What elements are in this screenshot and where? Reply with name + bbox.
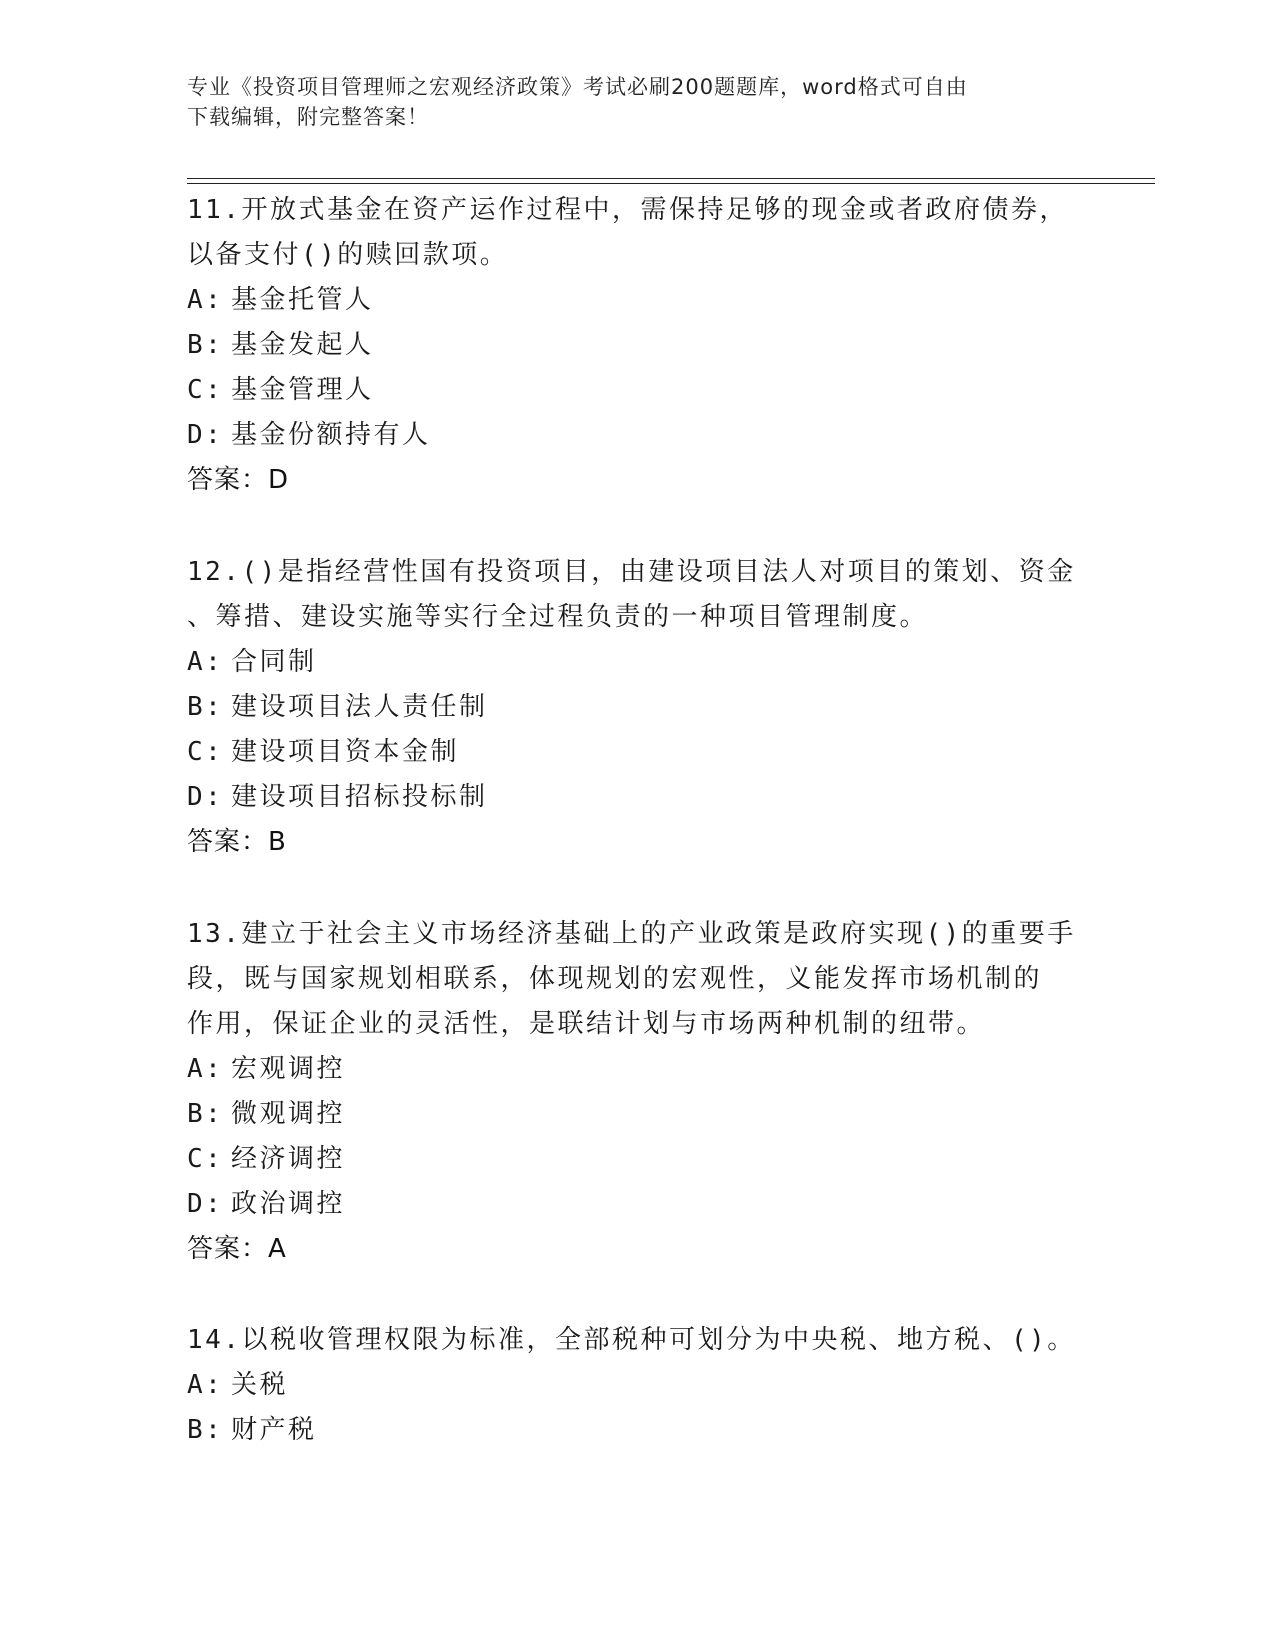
document-header	[187, 72, 1087, 132]
option-letter: C:	[187, 737, 224, 767]
option-text: 建设项目法人责任制	[231, 692, 488, 722]
option-letter: D:	[187, 782, 224, 812]
option-letter: B:	[187, 330, 224, 360]
option-text: 建设项目招标投标制	[231, 782, 488, 812]
question-stem-line: 11.开放式基金在资产运作过程中，需保持足够的现金或者政府债券，	[187, 195, 1068, 225]
option-text: 基金管理人	[231, 375, 374, 405]
question-stem-line: 、筹措、建设实施等实行全过程负责的一种项目管理制度。	[187, 602, 929, 632]
option-letter: B:	[187, 1415, 224, 1445]
question-stem-line: 段，既与国家规划相联系，体现规划的宏观性，义能发挥市场机制的	[187, 964, 1043, 994]
answer-line: 答案：B	[187, 827, 287, 857]
answer-line: 答案：A	[187, 1234, 287, 1264]
option-text: 基金发起人	[231, 330, 374, 360]
option-a	[187, 278, 1087, 323]
option-letter: A:	[187, 1370, 224, 1400]
option-c	[187, 368, 1087, 413]
question-stem-line: 13.建立于社会主义市场经济基础上的产业政策是政府实现()的重要手	[187, 919, 1076, 949]
option-letter: D:	[187, 420, 224, 450]
question-stem-line: 作用，保证企业的灵活性，是联结计划与市场两种机制的纽带。	[187, 1009, 986, 1039]
option-b	[187, 1408, 1087, 1453]
option-letter: C:	[187, 375, 224, 405]
question-stem-line: 12.()是指经营性国有投资项目，由建设项目法人对项目的策划、资金	[187, 557, 1076, 587]
option-b	[187, 323, 1087, 368]
option-text: 政治调控	[231, 1189, 346, 1219]
question-13	[187, 912, 1087, 1272]
option-d	[187, 413, 1087, 458]
question-stem-line: 14.以税收管理权限为标准，全部税种可划分为中央税、地方税、()。	[187, 1325, 1076, 1355]
option-b	[187, 685, 1087, 730]
answer-line: 答案：D	[187, 465, 290, 495]
option-d	[187, 1182, 1087, 1227]
header-divider-bottom	[187, 183, 1155, 184]
option-text: 合同制	[231, 647, 317, 677]
option-a	[187, 640, 1087, 685]
option-c	[187, 730, 1087, 775]
header-divider-top	[187, 178, 1155, 179]
option-letter: B:	[187, 1099, 224, 1129]
option-letter: D:	[187, 1189, 224, 1219]
option-a	[187, 1047, 1087, 1092]
option-letter: A:	[187, 647, 224, 677]
question-14	[187, 1318, 1087, 1453]
option-text: 基金份额持有人	[231, 420, 431, 450]
option-text: 宏观调控	[231, 1054, 346, 1084]
question-12	[187, 550, 1087, 865]
option-a	[187, 1363, 1087, 1408]
option-text: 基金托管人	[231, 285, 374, 315]
option-text: 建设项目资本金制	[231, 737, 460, 767]
option-b	[187, 1092, 1087, 1137]
option-c	[187, 1137, 1087, 1182]
option-text: 微观调控	[231, 1099, 346, 1129]
question-stem-line: 以备支付()的赎回款项。	[187, 240, 509, 270]
option-text: 关税	[231, 1370, 289, 1400]
option-letter: B:	[187, 692, 224, 722]
option-d	[187, 775, 1087, 820]
header-line-1: 专业《投资项目管理师之宏观经济政策》考试必刷200题题库，word格式可自由	[187, 75, 968, 99]
option-letter: C:	[187, 1144, 224, 1174]
option-letter: A:	[187, 285, 224, 315]
question-11	[187, 188, 1087, 503]
option-letter: A:	[187, 1054, 224, 1084]
option-text: 经济调控	[231, 1144, 346, 1174]
option-text: 财产税	[231, 1415, 317, 1445]
header-line-2: 下载编辑，附完整答案！	[187, 105, 429, 129]
